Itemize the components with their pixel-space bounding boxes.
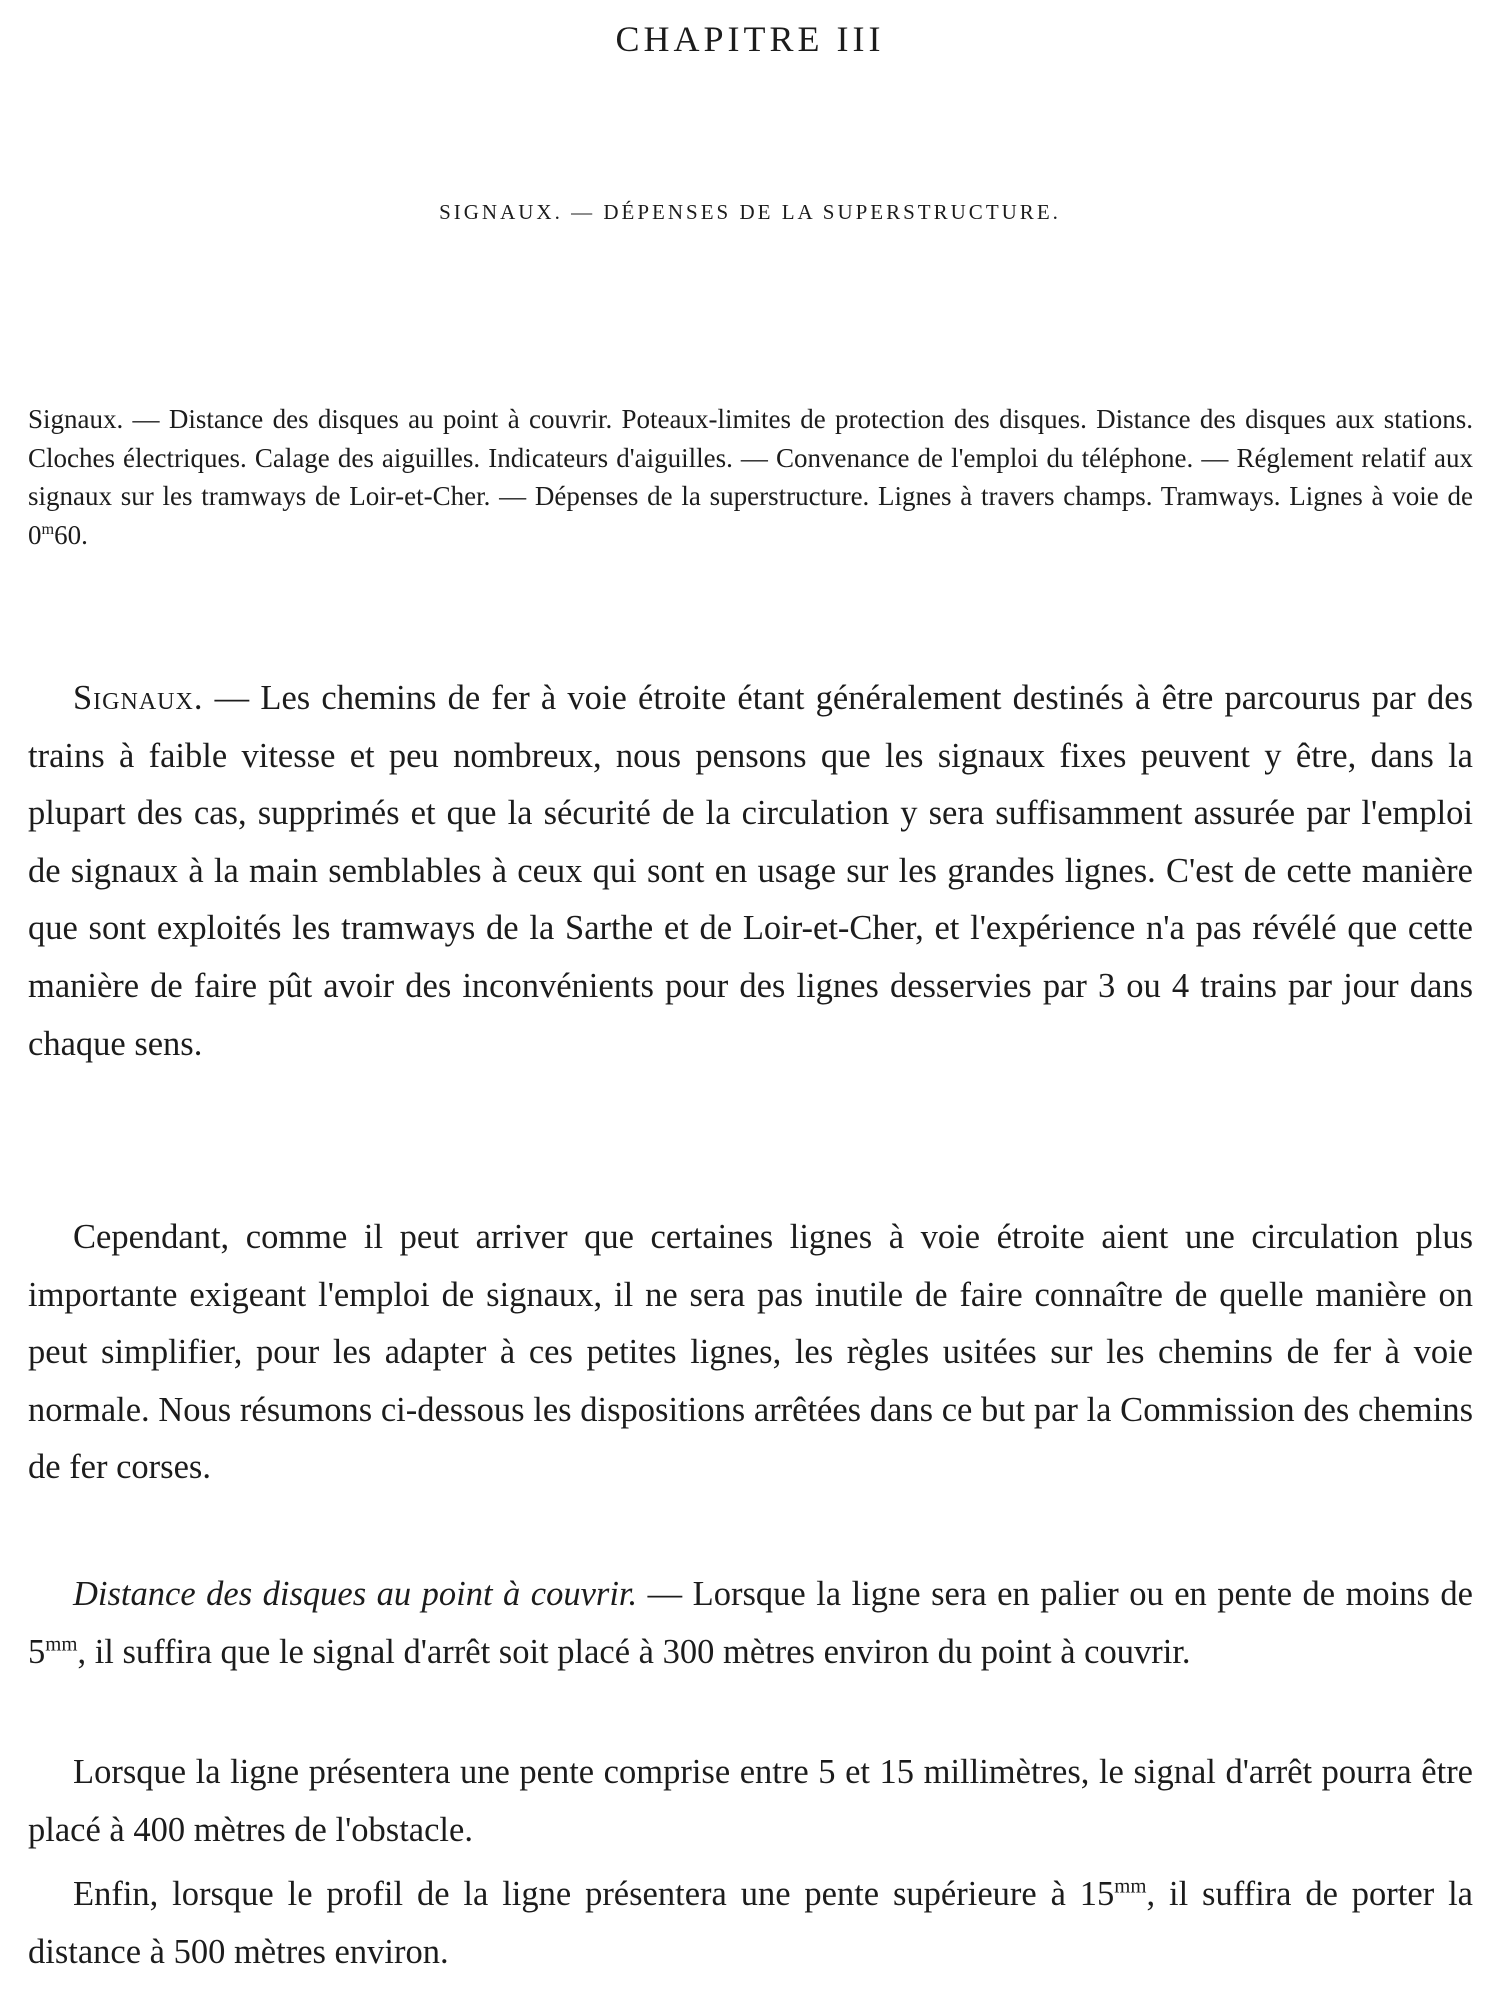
paragraph-text-b: , il suffira que le signal d'arrêt soit placé à 300 mètres environ du point à couvrir. xyxy=(77,1632,1191,1671)
paragraph-text-a: Enfin, lorsque le profil de la ligne présentera une pente supérieure à 15 xyxy=(73,1875,1115,1913)
summary-end: 60. xyxy=(54,519,88,550)
paragraph-enfin xyxy=(28,1866,1473,1981)
summary-text: Signaux. — Distance des disques au point à couvrir. Poteaux-limites de protection des disques. Distance des disques aux stations. Cloches électriques. Calage des aiguilles. Indicateurs d'aiguilles. — Convenance de l'emploi du téléphone. — Réglement relatif aux signaux sur les tramways de Loir-et-Cher. — Dépenses de la superstructure. Lignes à travers champs. Tramways. Lignes à voie de 0 xyxy=(28,404,1473,550)
paragraph-signaux xyxy=(28,670,1473,1073)
paragraph-lead: Distance des disques au point à couvrir. xyxy=(73,1575,638,1613)
unit-sup: mm xyxy=(45,1633,78,1656)
chapter-title: CHAPITRE III xyxy=(615,19,885,59)
paragraph-text: — Les chemins de fer à voie étroite étant généralement destinés à être parcourus par des trains à faible vitesse et peu nombreux, nous pensons que les signaux fixes peuvent y être, dans la plupart des cas, supprimés et que la sécurité de la circulation y sera suffisamment assurée par l'emploi de signaux à la main semblables à ceux qui sont en usage sur les grandes lignes. C'est de cette manière que sont exploités les tramways de la Sarthe et de Loir-et-Cher, et l'expérience n'a pas révélé que cette manière de faire pût avoir des inconvénients pour des lignes desservies par 3 ou 4 trains par jour dans chaque sens. xyxy=(28,679,1473,1063)
chapter-summary xyxy=(28,400,1473,554)
paragraph-distance-disques xyxy=(28,1566,1473,1681)
paragraph-text-a: — Lorsque la ligne sera en palier ou en pente de moins de 5 xyxy=(28,1575,1473,1671)
paragraph-pente-5-15: Lorsque la ligne présentera une pente comprise entre 5 et 15 millimètres, le signal d'arrêt pourra être placé à 400 mètres de l'obstacle. xyxy=(28,1753,1473,1849)
chapter-subtitle: SIGNAUX. — DÉPENSES DE LA SUPERSTRUCTURE. xyxy=(439,200,1061,224)
paragraph-lead: Signaux. xyxy=(73,679,204,717)
unit-sup: mm xyxy=(1114,1875,1147,1898)
paragraph-cependant: Cependant, comme il peut arriver que certaines lignes à voie étroite aient une circulation plus importante exigeant l'emploi de signaux, il ne sera pas inutile de faire connaître de quelle manière on peut simplifier, pour les adapter à ces petites lignes, les règles usitées sur les chemins de fer à voie normale. Nous résumons ci-dessous les dispositions arrêtées dans ce but par la Commission des chemins de fer corses. xyxy=(28,1218,1473,1487)
summary-unit-sup: m xyxy=(41,519,55,538)
paragraph-text-b: , il suffira de porter la distance à 500 mètres environ. xyxy=(28,1875,1473,1971)
